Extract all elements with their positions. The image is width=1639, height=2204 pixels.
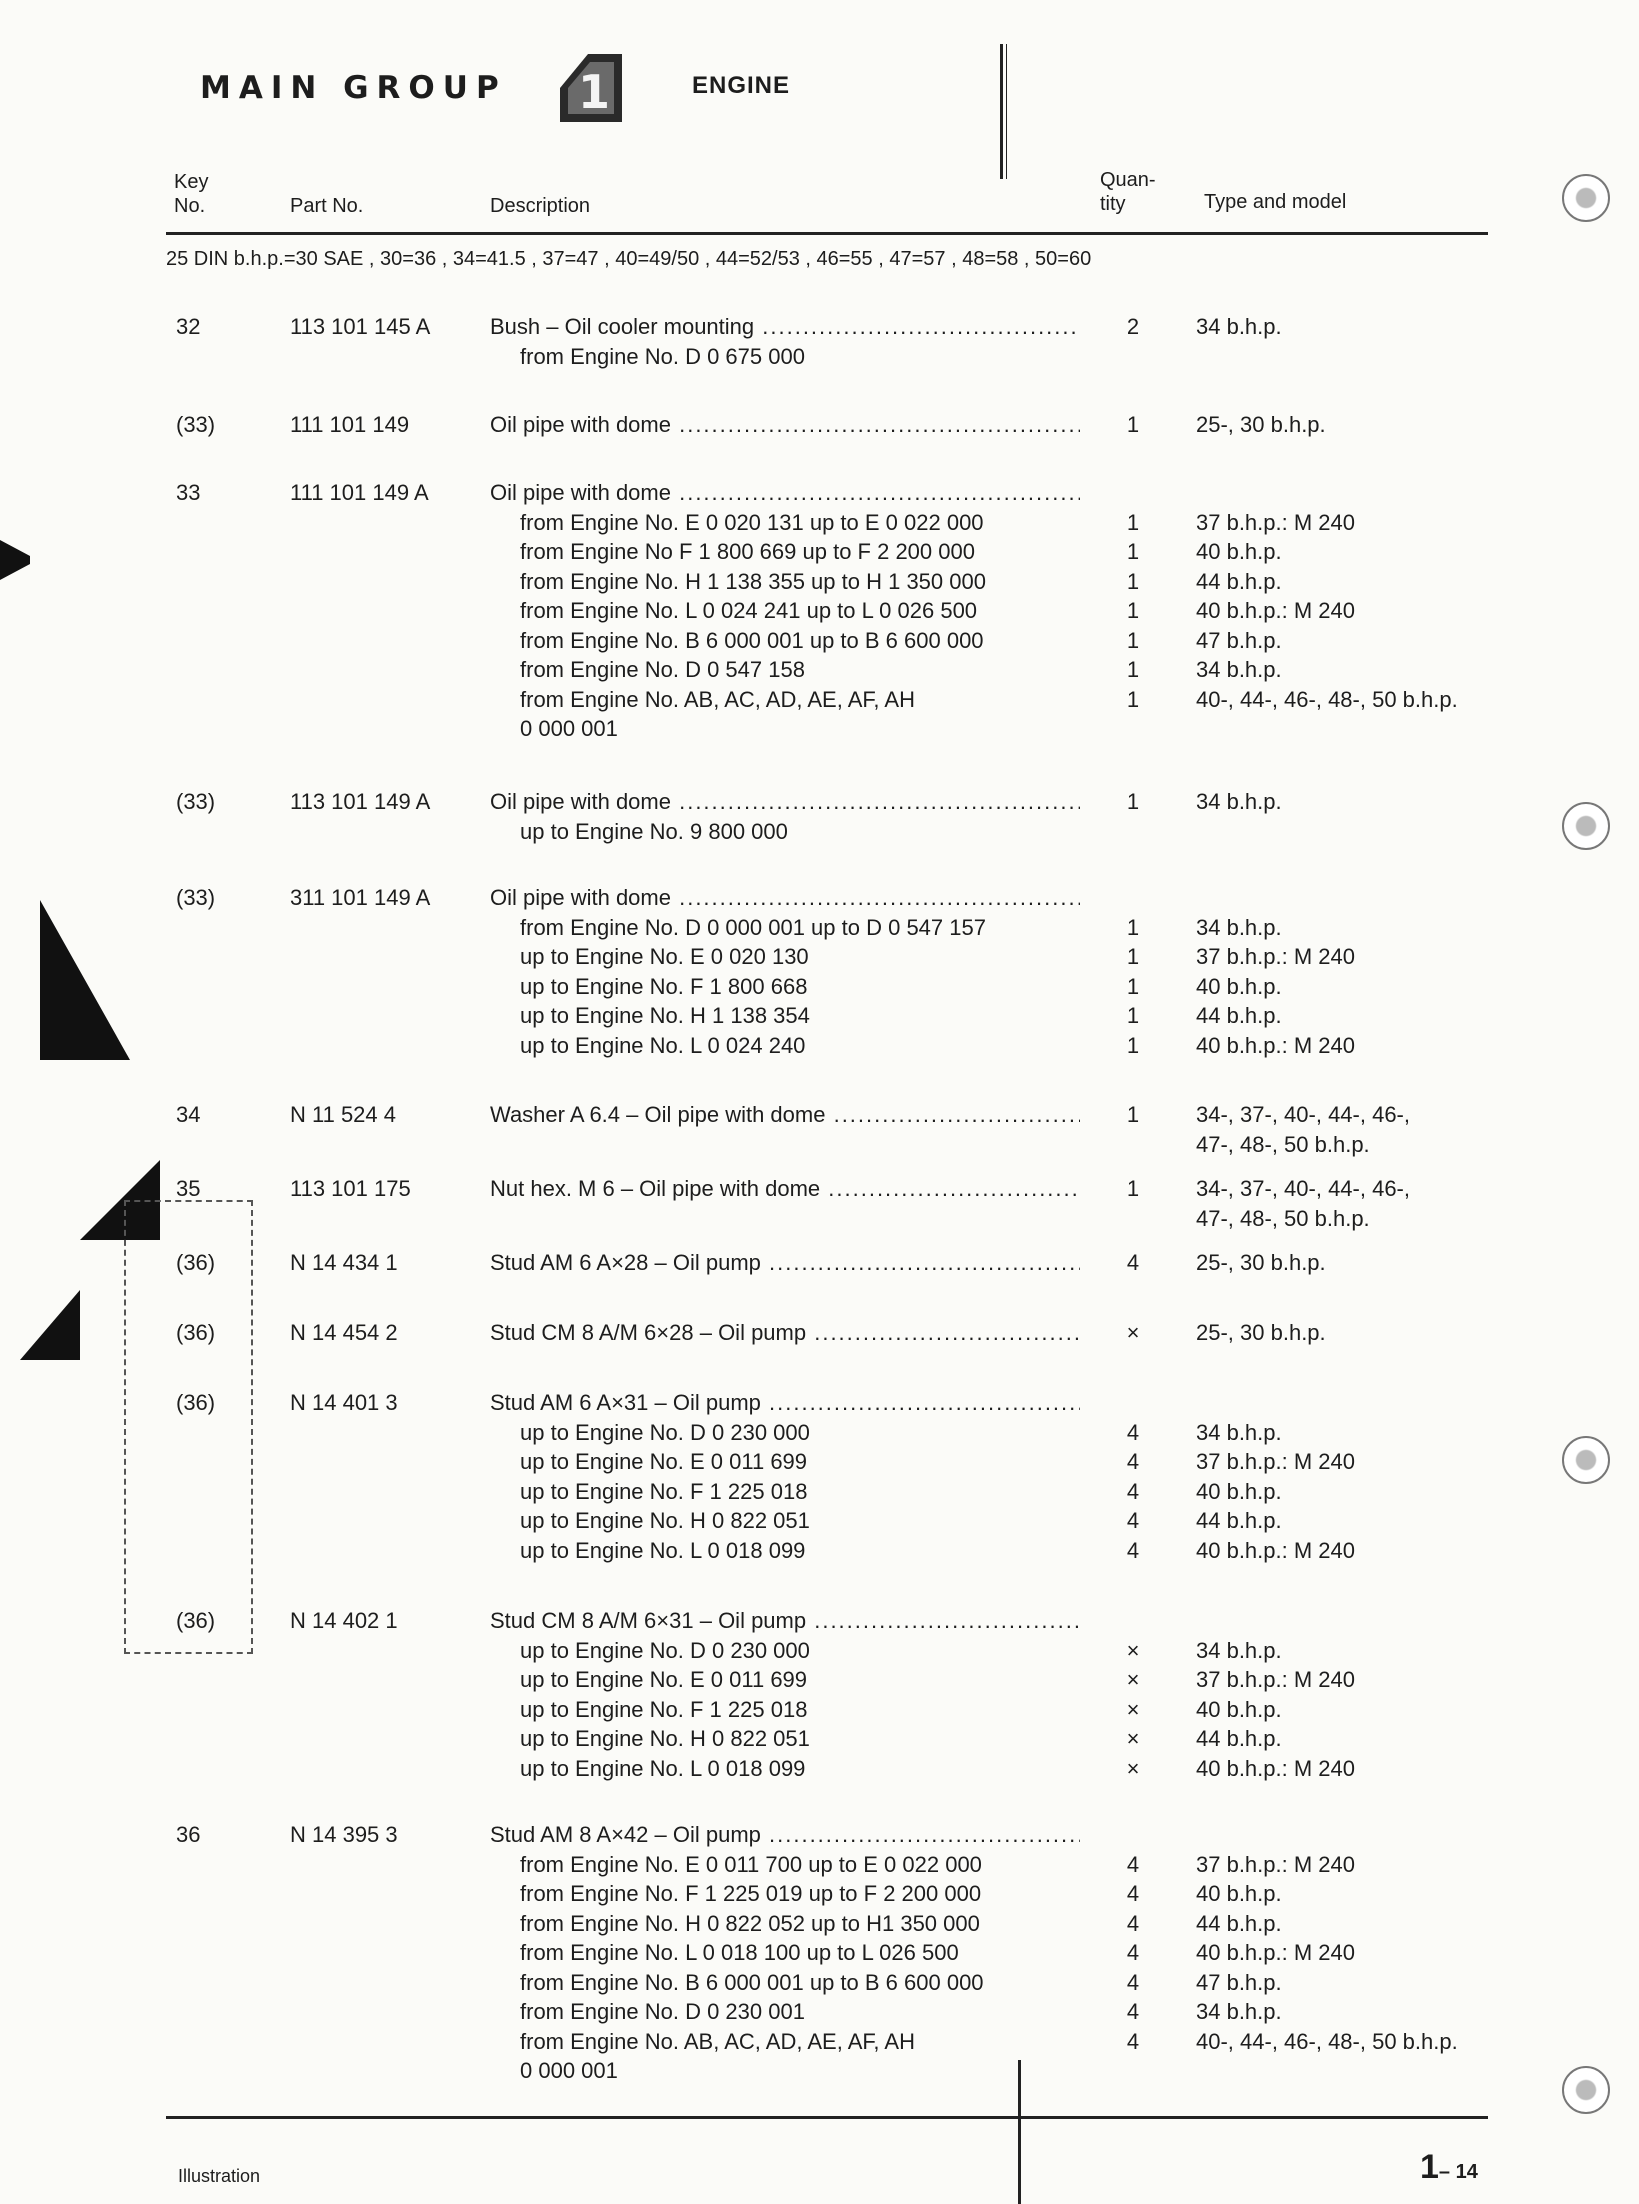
part-number: N 14 401 3 (290, 1390, 398, 1415)
description-subline: up to Engine No. 9 800 000 (520, 818, 788, 844)
description: Oil pipe with dome ..... (490, 478, 1080, 507)
key-number: 33 (176, 480, 201, 505)
type-model: 40 b.h.p.: M 240 (1196, 1755, 1355, 1781)
description: Washer A 6.4 – Oil pipe with dome ..... (490, 1100, 1080, 1129)
type-model: 37 b.h.p.: M 240 (1196, 509, 1355, 535)
quantity: 4 (1126, 1999, 1140, 2024)
type-model: 40-, 44-, 46-, 48-, 50 b.h.p. (1196, 2028, 1458, 2054)
binder-hole (1562, 802, 1610, 850)
type-model: 34 b.h.p. (1196, 1419, 1282, 1445)
description-subline: from Engine No. D 0 230 001 (520, 1999, 805, 2024)
type-model: 34 b.h.p. (1196, 657, 1282, 682)
part-number: 113 101 175 (290, 1176, 411, 1201)
description-subline: 0 000 001 (520, 2058, 618, 2083)
col-type-model: Type and model (1204, 191, 1347, 213)
type-model: 34 b.h.p. (1196, 314, 1282, 339)
col-quantity: Quan- tity (1100, 169, 1156, 215)
type-model: 44 b.h.p. (1196, 568, 1282, 594)
type-model: 34 b.h.p. (1196, 1999, 1282, 2024)
key-number: (36) (176, 1608, 216, 1633)
quantity: 1 (1126, 789, 1140, 814)
quantity: 1 (1126, 944, 1140, 969)
quantity: × (1126, 1637, 1140, 1663)
description-subline: from Engine No. F 1 225 019 up to F 2 200 000 (520, 1881, 982, 1906)
type-model: 40 b.h.p. (1196, 1478, 1282, 1504)
quantity: 4 (1126, 1419, 1140, 1445)
description: Bush – Oil cooler mounting ..... (490, 312, 1080, 341)
description: Stud AM 6 A×28 – Oil pump ..... (490, 1248, 1080, 1277)
description-subline: up to Engine No. H 0 822 051 (520, 1508, 810, 1533)
description-subline: up to Engine No. E 0 020 130 (520, 944, 809, 969)
key-number: 32 (176, 314, 201, 339)
key-number: (36) (176, 1390, 216, 1415)
description-subline: from Engine No. L 0 024 241 up to L 0 026 500 (520, 598, 978, 623)
type-model: 47-, 48-, 50 b.h.p. (1196, 1131, 1370, 1157)
binder-hole (1562, 1436, 1610, 1484)
header-divider (1000, 44, 1003, 179)
description-subline: from Engine No. B 6 000 001 up to B 6 600 000 (520, 627, 984, 653)
description-subline: from Engine No. E 0 020 131 up to E 0 022 000 (520, 509, 984, 535)
quantity: 1 (1126, 973, 1140, 999)
type-model: 40 b.h.p.: M 240 (1196, 1032, 1355, 1058)
description-subline: up to Engine No. D 0 230 000 (520, 1419, 810, 1445)
quantity: 2 (1126, 314, 1140, 339)
description-subline: from Engine No. B 6 000 001 up to B 6 600 000 (520, 1969, 984, 1995)
quantity: 1 (1126, 914, 1140, 940)
quantity: 4 (1126, 2028, 1140, 2054)
quantity: 4 (1126, 1250, 1140, 1275)
quantity: 1 (1126, 1176, 1140, 1201)
part-number: N 14 454 2 (290, 1320, 398, 1345)
key-number: (36) (176, 1250, 216, 1275)
type-model: 40 b.h.p. (1196, 1696, 1282, 1722)
part-number: 311 101 149 A (290, 885, 431, 910)
key-number: 34 (176, 1102, 201, 1127)
description-subline: up to Engine No. F 1 225 018 (520, 1696, 808, 1722)
description-subline: from Engine No. H 1 138 355 up to H 1 350 000 (520, 568, 986, 594)
part-number: N 11 524 4 (290, 1102, 397, 1127)
scan-mark (0, 540, 30, 580)
description-subline: up to Engine No. H 0 822 051 (520, 1726, 810, 1751)
key-number: (33) (176, 412, 216, 437)
part-number: N 14 395 3 (290, 1822, 398, 1847)
description-subline: up to Engine No. H 1 138 354 (520, 1003, 810, 1028)
quantity: 4 (1126, 1478, 1140, 1504)
description-subline: from Engine No. E 0 011 700 up to E 0 022 000 (520, 1851, 982, 1877)
key-number: (36) (176, 1320, 216, 1345)
description-subline: from Engine No. L 0 018 100 up to L 026 500 (520, 1940, 959, 1965)
type-model: 34 b.h.p. (1196, 914, 1282, 940)
key-number: (33) (176, 885, 216, 910)
quantity: × (1126, 1320, 1140, 1345)
type-model: 40 b.h.p. (1196, 539, 1282, 564)
description-subline: up to Engine No. E 0 011 699 (520, 1449, 808, 1474)
type-model: 47 b.h.p. (1196, 627, 1282, 653)
description-subline: up to Engine No. F 1 225 018 (520, 1478, 808, 1504)
section-title: ENGINE (692, 72, 791, 99)
binder-hole (1562, 174, 1610, 222)
type-model: 25-, 30 b.h.p. (1196, 1250, 1326, 1275)
col-part-no: Part No. (290, 195, 364, 217)
binder-hole (1562, 2066, 1610, 2114)
key-number: (33) (176, 789, 216, 814)
type-model: 37 b.h.p.: M 240 (1196, 1449, 1355, 1474)
main-group-label: MAIN GROUP (200, 70, 507, 106)
description-subline: from Engine No F 1 800 669 up to F 2 200 000 (520, 539, 975, 564)
quantity: 1 (1126, 412, 1140, 437)
footer-rule (166, 2116, 1488, 2119)
description: Stud AM 6 A×31 – Oil pump ..... (490, 1388, 1080, 1417)
quantity: 4 (1126, 1508, 1140, 1533)
scan-mark (20, 1290, 80, 1360)
description-subline: up to Engine No. F 1 800 668 (520, 973, 808, 999)
type-model: 25-, 30 b.h.p. (1196, 412, 1326, 437)
description-subline: 0 000 001 (520, 716, 618, 741)
type-model: 34 b.h.p. (1196, 789, 1282, 814)
quantity: 4 (1126, 1940, 1140, 1965)
quantity: 1 (1126, 539, 1140, 564)
type-model: 40-, 44-, 46-, 48-, 50 b.h.p. (1196, 686, 1458, 712)
part-number: N 14 402 1 (290, 1608, 398, 1633)
quantity: 1 (1126, 568, 1140, 594)
type-model: 40 b.h.p. (1196, 973, 1282, 999)
type-model: 44 b.h.p. (1196, 1910, 1282, 1936)
description: Stud CM 8 A/M 6×31 – Oil pump ..... (490, 1606, 1080, 1635)
quantity: 1 (1126, 1003, 1140, 1028)
type-model: 34-, 37-, 40-, 44-, 46-, (1196, 1102, 1410, 1127)
type-model: 37 b.h.p.: M 240 (1196, 944, 1355, 969)
type-model: 44 b.h.p. (1196, 1726, 1282, 1751)
quantity: 1 (1126, 686, 1140, 712)
type-model: 34-, 37-, 40-, 44-, 46-, (1196, 1176, 1410, 1201)
description: Oil pipe with dome ..... (490, 410, 1080, 439)
quantity: 1 (1126, 1032, 1140, 1058)
description-subline: up to Engine No. L 0 018 099 (520, 1537, 806, 1563)
part-number: 111 101 149 A (290, 480, 429, 505)
hp-conversion-legend: 25 DIN b.h.p.=30 SAE , 30=36 , 34=41.5 , 37=47 , 40=49/50 , 44=52/53 , 46=55 , 47=57 , 48=58 , 50=60 (166, 248, 1092, 270)
col-key-no: Key No. (174, 171, 209, 217)
description: Stud AM 8 A×42 – Oil pump ..... (490, 1820, 1080, 1849)
type-model: 40 b.h.p. (1196, 1881, 1282, 1906)
description-subline: from Engine No. D 0 547 158 (520, 657, 805, 682)
quantity: 4 (1126, 1449, 1140, 1474)
description-subline: from Engine No. D 0 000 001 up to D 0 547 157 (520, 914, 986, 940)
key-number: 35 (176, 1176, 201, 1201)
quantity: 4 (1126, 1969, 1140, 1995)
type-model: 37 b.h.p.: M 240 (1196, 1851, 1355, 1877)
quantity: × (1126, 1667, 1140, 1692)
group-badge-number: 1 (577, 65, 611, 119)
description: Oil pipe with dome ..... (490, 883, 1080, 912)
key-number: 36 (176, 1822, 201, 1847)
description-subline: up to Engine No. E 0 011 699 (520, 1667, 808, 1692)
description-subline: up to Engine No. D 0 230 000 (520, 1637, 810, 1663)
part-number: N 14 434 1 (290, 1250, 398, 1275)
quantity: × (1126, 1696, 1140, 1722)
description-subline: up to Engine No. L 0 018 099 (520, 1755, 806, 1781)
type-model: 47-, 48-, 50 b.h.p. (1196, 1205, 1370, 1231)
description-subline: from Engine No. H 0 822 052 up to H1 350 000 (520, 1910, 980, 1936)
quantity: 1 (1126, 627, 1140, 653)
type-model: 44 b.h.p. (1196, 1003, 1282, 1028)
type-model: 44 b.h.p. (1196, 1508, 1282, 1533)
part-number: 111 101 149 (290, 412, 410, 437)
col-description: Description (490, 195, 591, 217)
group-badge-icon (548, 48, 630, 130)
quantity: 4 (1126, 1851, 1140, 1877)
type-model: 34 b.h.p. (1196, 1637, 1282, 1663)
quantity: 4 (1126, 1537, 1140, 1563)
description-subline: from Engine No. AB, AC, AD, AE, AF, AH (520, 2028, 915, 2054)
header-divider-thin (1006, 44, 1007, 179)
quantity: 4 (1126, 1910, 1140, 1936)
page-number: 1– 14 (1420, 2148, 1478, 2186)
type-model: 40 b.h.p.: M 240 (1196, 1537, 1355, 1563)
quantity: 1 (1126, 1102, 1140, 1127)
quantity: 4 (1126, 1881, 1140, 1906)
quantity: × (1126, 1726, 1140, 1751)
description: Nut hex. M 6 – Oil pipe with dome ..... (490, 1174, 1080, 1203)
type-model: 40 b.h.p.: M 240 (1196, 1940, 1355, 1965)
page-number-suffix: – 14 (1438, 2161, 1478, 2183)
description-subline: up to Engine No. L 0 024 240 (520, 1032, 806, 1058)
tape-outline (124, 1200, 253, 1654)
scan-mark (40, 900, 130, 1060)
type-model: 40 b.h.p.: M 240 (1196, 598, 1355, 623)
quantity: 1 (1126, 598, 1140, 623)
header-rule (166, 232, 1488, 235)
quantity: 1 (1126, 509, 1140, 535)
type-model: 25-, 30 b.h.p. (1196, 1320, 1326, 1345)
quantity: × (1126, 1755, 1140, 1781)
description-subline: from Engine No. D 0 675 000 (520, 343, 805, 369)
part-number: 113 101 149 A (290, 789, 431, 814)
type-model: 47 b.h.p. (1196, 1969, 1282, 1995)
quantity: 1 (1126, 657, 1140, 682)
description-subline: from Engine No. AB, AC, AD, AE, AF, AH (520, 686, 915, 712)
type-model: 37 b.h.p.: M 240 (1196, 1667, 1355, 1692)
description: Oil pipe with dome ..... (490, 787, 1080, 816)
description: Stud CM 8 A/M 6×28 – Oil pump ..... (490, 1318, 1080, 1347)
illustration-label: Illustration (178, 2166, 261, 2186)
part-number: 113 101 145 A (290, 314, 431, 339)
footer-divider (1018, 2060, 1021, 2204)
